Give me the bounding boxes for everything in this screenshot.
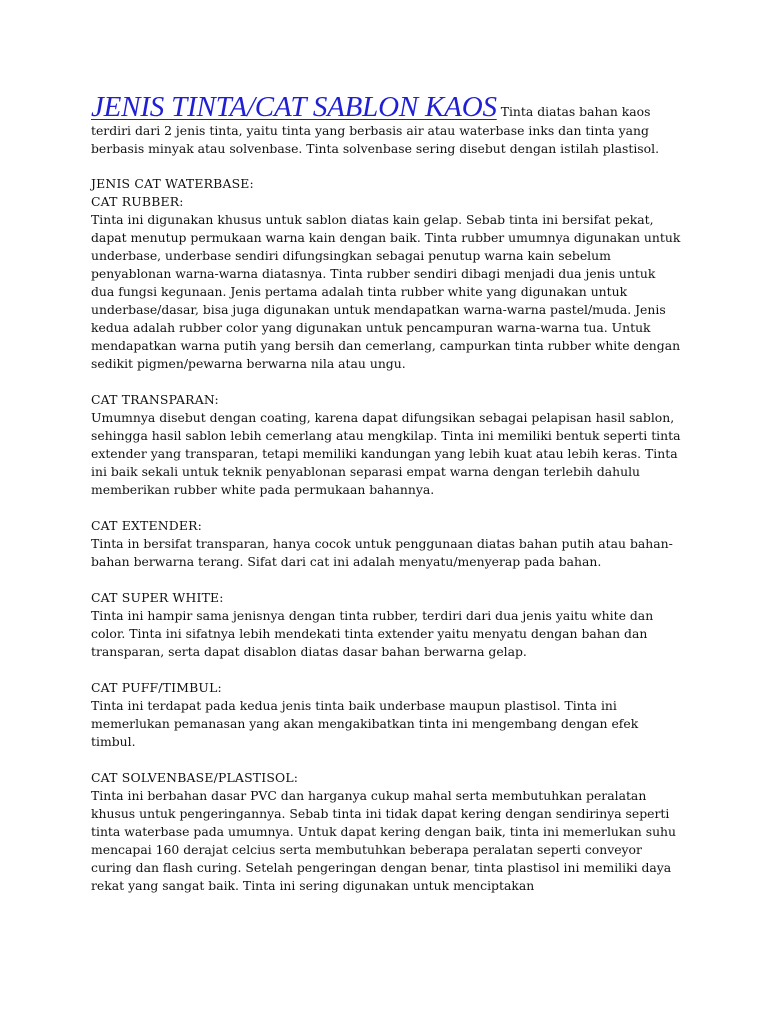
intro-paragraph [91,92,681,158]
section-text: Tinta in bersifat transparan, hanya cocok untuk penggunaan diatas bahan putih atau bahan-bahan berwarna terang. Sifat dari cat ini adalah menyatu/menyerap pada bahan. [91,536,673,569]
section-rubber [91,175,681,373]
document-page [91,92,681,913]
section-text: Tinta ini digunakan khusus untuk sablon diatas kain gelap. Sebab tinta ini bersifat pekat, dapat menutup permukaan warna kain dengan baik. Tinta rubber umumnya digunakan untuk underbase, underbase sendiri difungsingkan sebagai penutup warna kain sebelum penyablonan warna-warna diatasnya. Tinta rubber sendiri dibagi menjadi dua jenis untuk dua fungsi kegunaan. Jenis pertama adalah tinta rubber white yang digunakan untuk underbase/dasar, bisa juga digunakan untuk mendapatkan warna-warna pastel/muda. Jenis kedua adalah rubber color yang digunakan untuk pencampuran warna-warna tua. Untuk mendapatkan warna putih yang bersih dan cemerlang, campurkan tinta rubber white dengan sedikit pigmen/pewarna berwarna nila atau ungu. [91,212,681,371]
page-title: JENIS TINTA/CAT SABLON KAOS [91,91,497,123]
category-heading: JENIS CAT WATERBASE: [91,176,254,191]
section-heading: CAT TRANSPARAN: [91,392,219,407]
section-text: Tinta ini berbahan dasar PVC dan harganya cukup mahal serta membutuhkan peralatan khusus untuk pengeringannya. Sebab tinta ini tidak dapat kering dengan sendirinya seperti tinta waterbase pada umumnya. Untuk dapat kering dengan baik, tinta ini memerlukan suhu mencapai 160 derajat celcius serta membutuhkan beberapa peralatan seperti conveyor curing dan flash curing. Setelah pengeringan dengan benar, tinta plastisol ini memiliki daya rekat yang sangat baik. Tinta ini sering digunakan untuk menciptakan [91,788,677,893]
section-heading: CAT RUBBER: [91,194,184,209]
section-heading: CAT SUPER WHITE: [91,590,224,605]
section-transparan [91,391,681,499]
section-text: Tinta ini hampir sama jenisnya dengan tinta rubber, terdiri dari dua jenis yaitu white dan color. Tinta ini sifatnya lebih mendekati tinta extender yaitu menyatu dengan bahan dan transparan, serta dapat disablon diatas dasar bahan berwarna gelap. [91,608,654,659]
intro-text: Tinta diatas bahan kaos terdiri dari 2 jenis tinta, yaitu tinta yang berbasis air atau waterbase inks dan tinta yang berbasis minyak atau solvenbase. Tinta solvenbase sering disebut dengan istilah plastisol. [91,104,660,156]
section-puff-timbul [91,679,681,751]
section-extender [91,517,681,571]
section-text: Tinta ini terdapat pada kedua jenis tinta baik underbase maupun plastisol. Tinta ini memerlukan pemanasan yang akan mengakibatkan tinta ini mengembang dengan efek timbul. [91,698,639,749]
section-super-white [91,589,681,661]
section-text: Umumnya disebut dengan coating, karena dapat difungsikan sebagai pelapisan hasil sablon, sehingga hasil sablon lebih cemerlang atau mengkilap. Tinta ini memiliki bentuk seperti tinta extender yang transparan, tetapi memiliki kandungan yang lebih kuat atau lebih keras. Tinta ini baik sekali untuk teknik penyablonan separasi empat warna dengan terlebih dahulu memberikan rubber white pada permukaan bahannya. [91,410,681,497]
section-heading: CAT SOLVENBASE/PLASTISOL: [91,770,299,785]
section-solvenbase-plastisol [91,769,681,895]
section-heading: CAT PUFF/TIMBUL: [91,680,222,695]
section-heading: CAT EXTENDER: [91,518,203,533]
